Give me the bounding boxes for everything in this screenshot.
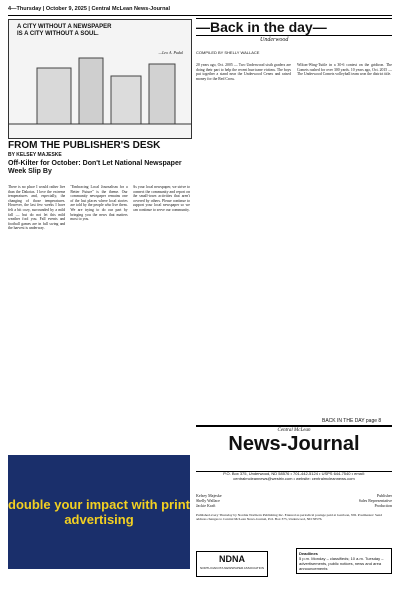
publication-info: Published every Thursday by Nordak Northern Publishing Inc. Entered as periodical postage paid at Garrison, ND. Postmaster: Send address changes to Central McLean News-Journal, P.O. Box 375, Underwood, ND 58576.: [196, 513, 382, 522]
ftp-column-1: [8, 185, 65, 445]
deadlines-title: Deadlines: [299, 551, 318, 556]
ftp-paragraph-1: There is no place I would rather live than the Dakotas. I love the extreme temperatures and, especially, the changing of those temperatures. However, the last few weeks I have felt a bit cozy, surrounded by a mild fall — but do not let this mild weather fool you. Fall events and football games are in full swing and the harvest is underway.: [8, 185, 66, 231]
staff-role: Publisher: [376, 493, 392, 498]
deadlines-box: [296, 548, 392, 574]
ftp-paragraph-3: As your local newspaper, we strive to connect the community and report on the small-town activities that aren't covered by others. Please continue to support your local newspaper so we can continue to serve our community.: [132, 185, 190, 212]
page-header: 4—Thursday | October 9, 2025 | Central McLean News-Journal: [8, 3, 392, 16]
ftp-column-3: [133, 185, 190, 445]
cartoon-credit: —Leo A. Pudal: [158, 50, 183, 55]
staff-name: Jackie Kraft: [196, 503, 216, 508]
masthead-top: Central McLean: [277, 428, 311, 433]
btw-paragraph-2: Wilton-Wing-Tuttle in a 30-6 contest on the gridiron. The Comets rushed for over 300 yards. 10 years ago, Oct. 2015 — The Underwood Comets volleyball team won the district title.: [297, 63, 392, 77]
contact-info: P.O. Box 375, Underwood, ND 58576 • 701-442-5124 • USPS 644-7540 • email: centralmcleannews@westriv.com • website: centralmcleannews.com: [223, 471, 365, 481]
btw-paragraph-1: 20 years ago, Oct. 2005 — Two Underwood sixth graders are doing their part to help the recent hurricane victims. The boys put together a stand near the Underwood Cenex and raised money for the Red Cross.: [196, 63, 291, 81]
staff-role: Production: [374, 503, 392, 508]
cartoon-caption: A CITY WITHOUT A NEWSPAPER IS A CITY WITHOUT A SOUL.: [17, 24, 112, 37]
ftp-title: FROM THE PUBLISHER'S DESK: [8, 140, 161, 151]
btw-column-2: [297, 63, 392, 418]
btw-column-1: [196, 63, 291, 418]
btw-continued: BACK IN THE DAY page 8: [322, 418, 382, 424]
ndna-mark: NDNA: [219, 554, 245, 564]
ndna-logo: [196, 551, 268, 577]
staff-name: Kelsey Majeske: [196, 493, 222, 498]
ftp-article: [8, 185, 190, 445]
cartoon: [8, 19, 192, 139]
ftp-paragraph-2: "Embracing Local Journalism for a Better Future" is the theme. Our community newspaper remains one of the last places where local stories are told by the people who live them. We are trying to do our part by bringing you the news that matters most to you.: [70, 185, 128, 222]
ad-text: double your impact with print advertising: [8, 497, 190, 527]
staff-name: Shelly Wallace: [196, 498, 220, 503]
ftp-byline: BY KELSEY MAJESKE: [8, 152, 62, 158]
ndna-tagline: NORTH DAKOTA NEWSPAPER ASSOCIATION: [199, 566, 265, 570]
deadlines-text: 5 p.m. Monday – classifieds; 10 a.m. Tuesday – advertisements, public notices, news and area announcements: [299, 556, 384, 571]
staff-row: [196, 503, 392, 508]
ftp-column-2: [70, 185, 127, 445]
cartoon-drawing: [9, 20, 191, 138]
btw-article: [196, 63, 392, 418]
advertisement: [8, 455, 190, 569]
btw-title: —Back in the day—: [196, 18, 392, 36]
staff-list: [196, 493, 392, 508]
ftp-subtitle: Off-Kilter for October: Don't Let National Newspaper Week Slip By: [8, 160, 182, 175]
staff-role: Sales Representative: [358, 498, 392, 503]
masthead-name: News-Journal: [228, 433, 360, 455]
masthead: [196, 425, 392, 472]
btw-subtitle: Underwood: [260, 37, 289, 43]
btw-compiled: COMPILED BY SHELLY WALLACE: [196, 50, 260, 55]
